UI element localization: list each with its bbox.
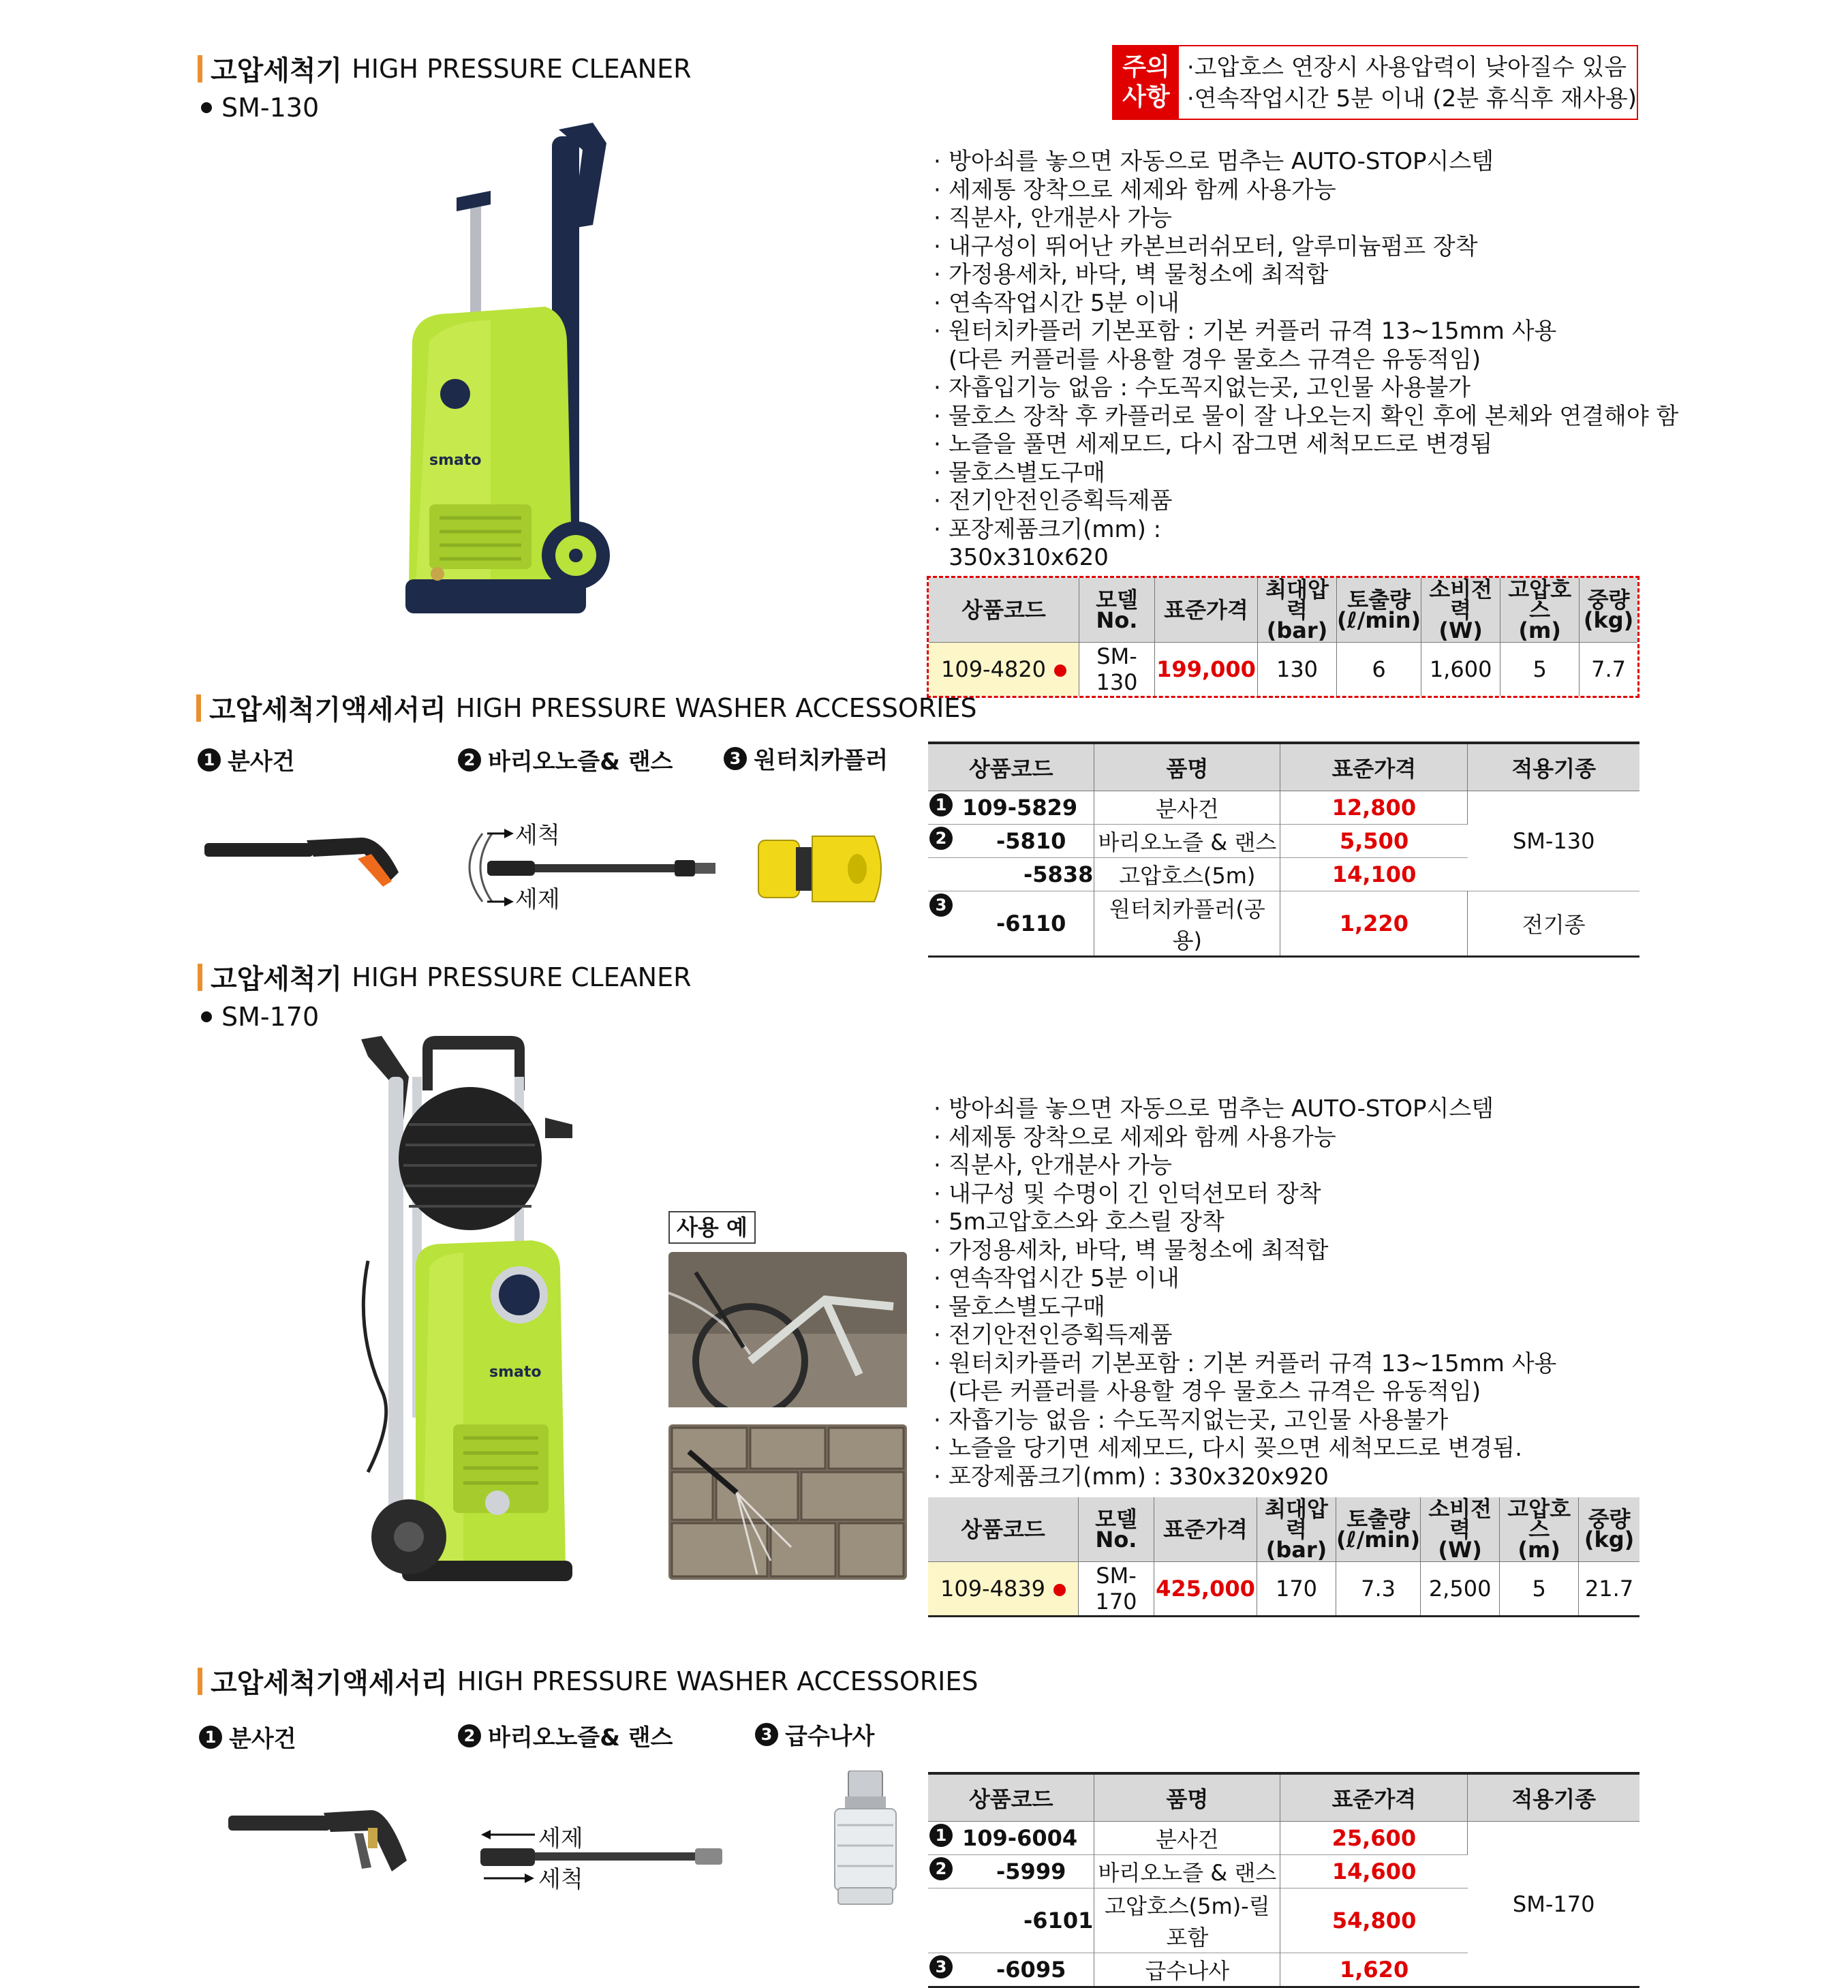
arrow-label-bottom: 세척 <box>538 1866 583 1893</box>
caution-box <box>1112 45 1638 120</box>
feature-item: · 세제통 장착으로 세제와 함께 사용가능 <box>934 177 1678 205</box>
acc-code: 1 109-5829 <box>928 791 1094 825</box>
number-badge-icon: 3 <box>724 747 747 770</box>
acc-header-row <box>928 1773 1639 1822</box>
header-model: 모델No. <box>1079 1497 1154 1562</box>
header-price: 표준가격 <box>1280 1773 1468 1822</box>
arrow-label-top: 세제 <box>538 1825 583 1852</box>
table-row <box>928 891 1639 957</box>
spec-flow: 7.3 <box>1336 1562 1421 1617</box>
vario-nozzle-lance-icon <box>477 1813 743 1895</box>
acc-applies: SM-130 <box>1468 791 1639 891</box>
section-title-en: HIGH PRESSURE WASHER ACCESSORIES <box>457 1666 979 1696</box>
header-hose: 고압호스 (m) <box>1500 1497 1579 1562</box>
spec-flow: 6 <box>1337 643 1421 697</box>
accent-bar <box>196 694 201 722</box>
accent-bar <box>198 55 202 82</box>
header-model: 모델No. <box>1079 578 1155 643</box>
header-flow: 토출량 (ℓ/min) <box>1337 578 1421 643</box>
feature-item: · 물호스 장착 후 카플러로 물이 잘 나오는지 확인 후에 본체와 연결해야 함 <box>934 403 1678 431</box>
feature-item: · 노즐을 풀면 세제모드, 다시 잠그면 세척모드로 변경됨 <box>934 431 1678 459</box>
spec-table-sm130-frame <box>927 576 1639 698</box>
feature-item: · 전기안전인증획득제품 <box>934 1321 1556 1350</box>
feature-item: · 직분사, 안개분사 가능 <box>934 1152 1556 1180</box>
header-code: 상품코드 <box>929 578 1079 643</box>
section-title-ko: 고압세척기액세서리 <box>209 694 446 726</box>
model-label-sm170 <box>201 1002 319 1032</box>
feature-item: 350x310x620 <box>949 544 1109 571</box>
number-badge-icon: 1 <box>198 748 221 771</box>
feature-item: · 내구성 및 수명이 긴 인덕션모터 장착 <box>934 1180 1556 1209</box>
usage-photo-stone-wall <box>668 1424 907 1580</box>
brand-logo-text: smato <box>429 452 482 469</box>
spec-price: 425,000 <box>1154 1562 1257 1617</box>
number-badge-icon: 2 <box>929 827 953 850</box>
header-pressure: 최대압력 (bar) <box>1257 1497 1336 1562</box>
section-title-en: HIGH PRESSURE CLEANER <box>352 962 692 992</box>
spec-model: SM-170 <box>1079 1562 1154 1617</box>
number-badge-icon: 2 <box>458 748 481 771</box>
feature-item: · 자흡기능 없음 : 수도꼭지없는곳, 고인물 사용불가 <box>934 1407 1556 1435</box>
acc-name: 원터치카플러(공용) <box>1094 891 1280 957</box>
header-weight: 중량 (kg) <box>1580 578 1637 643</box>
feature-list-sm170 <box>934 1095 1556 1491</box>
spec-row <box>928 1562 1639 1617</box>
feature-item: · 연속작업시간 5분 이내 <box>934 1265 1556 1294</box>
one-touch-coupler-icon <box>755 828 891 910</box>
section-title-cleaner-1 <box>198 49 692 88</box>
feature-item: (다른 커플러를 사용할 경우 물호스 규격은 유동적임) <box>949 1378 1481 1405</box>
acc-code: -5838 <box>928 858 1094 891</box>
header-code: 상품코드 <box>928 1773 1094 1822</box>
feature-item: · 방아쇠를 놓으면 자동으로 멈추는 AUTO-STOP시스템 <box>934 1095 1556 1124</box>
number-badge-icon: 1 <box>929 793 953 816</box>
model-name: SM-130 <box>221 93 320 123</box>
bullet-icon <box>201 1011 212 1022</box>
acc-applies: SM-170 <box>1468 1822 1639 1987</box>
water-inlet-fitting-icon <box>828 1771 903 1907</box>
spec-hose: 5 <box>1500 643 1580 697</box>
red-dot-icon <box>1053 1584 1066 1596</box>
feature-item: · 포장제품크기(mm) : 330x320x920 <box>934 1463 1556 1492</box>
header-pressure: 최대압력 (bar) <box>1258 578 1337 643</box>
header-code: 상품코드 <box>928 743 1094 791</box>
acc2-label-3: 3 급수나사 <box>755 1717 874 1751</box>
accessory-table-1 <box>928 741 1639 958</box>
number-badge-icon: 1 <box>929 1824 953 1847</box>
feature-item: · 연속작업시간 5분 이내 <box>934 290 1678 318</box>
number-badge-icon: 1 <box>199 1726 222 1749</box>
feature-item: · 내구성이 뛰어난 카본브러쉬모터, 알루미늄펌프 장착 <box>934 233 1678 262</box>
red-dot-icon <box>1054 664 1066 677</box>
caution-label: 주의 사항 <box>1113 46 1179 119</box>
spec-header-row <box>929 578 1637 643</box>
header-weight: 중량 (kg) <box>1579 1497 1639 1562</box>
header-applies: 적용기종 <box>1468 1773 1639 1822</box>
acc-applies: 전기종 <box>1468 891 1639 957</box>
usage-photo-bicycle <box>668 1252 907 1407</box>
brand-logo-text: smato <box>489 1364 542 1381</box>
feature-item: · 5m고압호스와 호스릴 장착 <box>934 1208 1556 1237</box>
acc-name: 바리오노즐 & 랜스 <box>1094 1855 1280 1888</box>
acc-code: 2 -5810 <box>928 825 1094 858</box>
acc-code: 3 -6095 <box>928 1953 1094 1987</box>
section-title-ko: 고압세척기 <box>211 964 343 995</box>
header-applies: 적용기종 <box>1468 743 1639 791</box>
feature-item: · 노즐을 당기면 세제모드, 다시 꽂으면 세척모드로 변경됨. <box>934 1435 1556 1463</box>
acc-name: 급수나사 <box>1094 1953 1280 1987</box>
header-price: 표준가격 <box>1154 1497 1257 1562</box>
arrow-label-top: 세척 <box>515 822 560 849</box>
table-row <box>928 791 1639 825</box>
number-badge-icon: 3 <box>755 1723 778 1746</box>
acc1-label-3: 3 원터치카플러 <box>724 741 888 775</box>
acc-code: -6101 <box>928 1888 1094 1953</box>
feature-item: · 물호스별도구매 <box>934 1294 1556 1322</box>
header-code: 상품코드 <box>928 1497 1079 1562</box>
acc-price: 1,620 <box>1280 1953 1468 1987</box>
spec-header-row <box>928 1497 1639 1562</box>
arrow-label-bottom: 세제 <box>515 886 560 913</box>
spray-gun-icon <box>228 1806 419 1881</box>
spec-table-sm130 <box>929 578 1637 696</box>
acc-name: 고압호스(5m) <box>1094 858 1280 891</box>
spec-model: SM-130 <box>1079 643 1155 697</box>
feature-item: · 자흡입기능 없음 : 수도꼭지없는곳, 고인물 사용불가 <box>934 374 1678 403</box>
section-title-en: HIGH PRESSURE CLEANER <box>352 53 692 84</box>
spec-row <box>929 643 1637 697</box>
vario-nozzle-lance-icon <box>457 816 743 919</box>
feature-item: · 직분사, 안개분사 가능 <box>934 204 1678 233</box>
accent-bar <box>198 964 202 991</box>
acc-code: 3 -6110 <box>928 891 1094 957</box>
spray-gun-icon <box>204 835 409 896</box>
pressure-washer-sm130-image <box>388 116 620 620</box>
bullet-icon <box>201 102 212 113</box>
acc-name: 고압호스(5m)-릴포함 <box>1094 1888 1280 1953</box>
feature-item: · 포장제품크기(mm) : <box>934 516 1678 545</box>
number-badge-icon: 3 <box>929 893 953 917</box>
section-title-accessories-2 <box>198 1662 979 1700</box>
section-title-en: HIGH PRESSURE WASHER ACCESSORIES <box>455 692 977 723</box>
number-badge-icon: 2 <box>929 1857 953 1880</box>
header-price: 표준가격 <box>1280 743 1468 791</box>
spec-table-sm170 <box>928 1497 1639 1617</box>
feature-item: · 원터치카플러 기본포함 : 기본 커플러 규격 13~15mm 사용 <box>934 1350 1556 1379</box>
spec-pressure: 170 <box>1257 1562 1336 1617</box>
pressure-washer-sm170-image <box>341 1036 613 1581</box>
caution-text <box>1179 46 1637 119</box>
spec-code: 109-4820 <box>929 643 1079 697</box>
acc2-label-2: 2 바리오노즐& 랜스 <box>458 1719 673 1752</box>
acc-code: 1 109-6004 <box>928 1822 1094 1855</box>
acc-price: 12,800 <box>1280 791 1468 825</box>
section-title-ko: 고압세척기액세서리 <box>211 1668 448 1699</box>
number-badge-icon: 2 <box>458 1724 481 1747</box>
header-price: 표준가격 <box>1155 578 1258 643</box>
header-power: 소비전력 (W) <box>1421 578 1500 643</box>
spec-weight: 21.7 <box>1579 1562 1639 1617</box>
feature-item: · 전기안전인증획득제품 <box>934 487 1678 516</box>
caution-line: ·고압호스 연장시 사용압력이 낮아질수 있음 <box>1186 54 1627 81</box>
header-power: 소비전력 (W) <box>1421 1497 1500 1562</box>
acc2-label-1: 1 분사건 <box>199 1720 296 1754</box>
number-badge-icon: 3 <box>929 1955 953 1978</box>
header-name: 품명 <box>1094 1773 1280 1822</box>
usage-example-label: 사용 예 <box>668 1211 756 1244</box>
acc1-label-1: 1 분사건 <box>198 743 295 776</box>
acc-price: 54,800 <box>1280 1888 1468 1953</box>
feature-item: · 가정용세차, 바닥, 벽 물청소에 최적합 <box>934 1237 1556 1266</box>
feature-item: · 원터치카플러 기본포함 : 기본 커플러 규격 13~15mm 사용 <box>934 318 1678 346</box>
acc-price: 25,600 <box>1280 1822 1468 1855</box>
acc-name: 분사건 <box>1094 791 1280 825</box>
spec-power: 1,600 <box>1421 643 1500 697</box>
spec-code: 109-4839 <box>928 1562 1079 1617</box>
acc1-label-2: 2 바리오노즐& 랜스 <box>458 743 673 776</box>
accent-bar <box>198 1668 202 1695</box>
header-name: 품명 <box>1094 743 1280 791</box>
acc-price: 5,500 <box>1280 825 1468 858</box>
acc-price: 14,600 <box>1280 1855 1468 1888</box>
spec-pressure: 130 <box>1258 643 1337 697</box>
acc-name: 바리오노즐 & 랜스 <box>1094 825 1280 858</box>
table-row <box>928 1822 1639 1855</box>
spec-weight: 7.7 <box>1580 643 1637 697</box>
spec-hose: 5 <box>1500 1562 1579 1617</box>
acc-price: 1,220 <box>1280 891 1468 957</box>
feature-item: · 세제통 장착으로 세제와 함께 사용가능 <box>934 1124 1556 1152</box>
caution-line: ·연속작업시간 5분 이내 (2분 휴식후 재사용) <box>1186 85 1637 112</box>
acc-code: 2 -5999 <box>928 1855 1094 1888</box>
feature-item: · 가정용세차, 바닥, 벽 물청소에 최적합 <box>934 261 1678 290</box>
header-flow: 토출량 (ℓ/min) <box>1336 1497 1421 1562</box>
section-title-accessories-1 <box>196 688 977 727</box>
feature-item: · 물호스별도구매 <box>934 459 1678 488</box>
acc-price: 14,100 <box>1280 858 1468 891</box>
acc-name: 분사건 <box>1094 1822 1280 1855</box>
section-title-cleaner-2 <box>198 958 692 996</box>
section-title-ko: 고압세척기 <box>211 55 343 87</box>
spec-power: 2,500 <box>1421 1562 1500 1617</box>
feature-item: (다른 커플러를 사용할 경우 물호스 규격은 유동적임) <box>949 346 1481 373</box>
model-name: SM-170 <box>221 1002 320 1032</box>
header-hose: 고압호스 (m) <box>1500 578 1580 643</box>
feature-list-sm130 <box>934 148 1678 572</box>
feature-item: · 방아쇠를 놓으면 자동으로 멈추는 AUTO-STOP시스템 <box>934 148 1678 177</box>
acc-header-row <box>928 743 1639 791</box>
model-label-sm130 <box>201 93 319 123</box>
accessory-table-2 <box>928 1772 1639 1988</box>
spec-price: 199,000 <box>1155 643 1258 697</box>
